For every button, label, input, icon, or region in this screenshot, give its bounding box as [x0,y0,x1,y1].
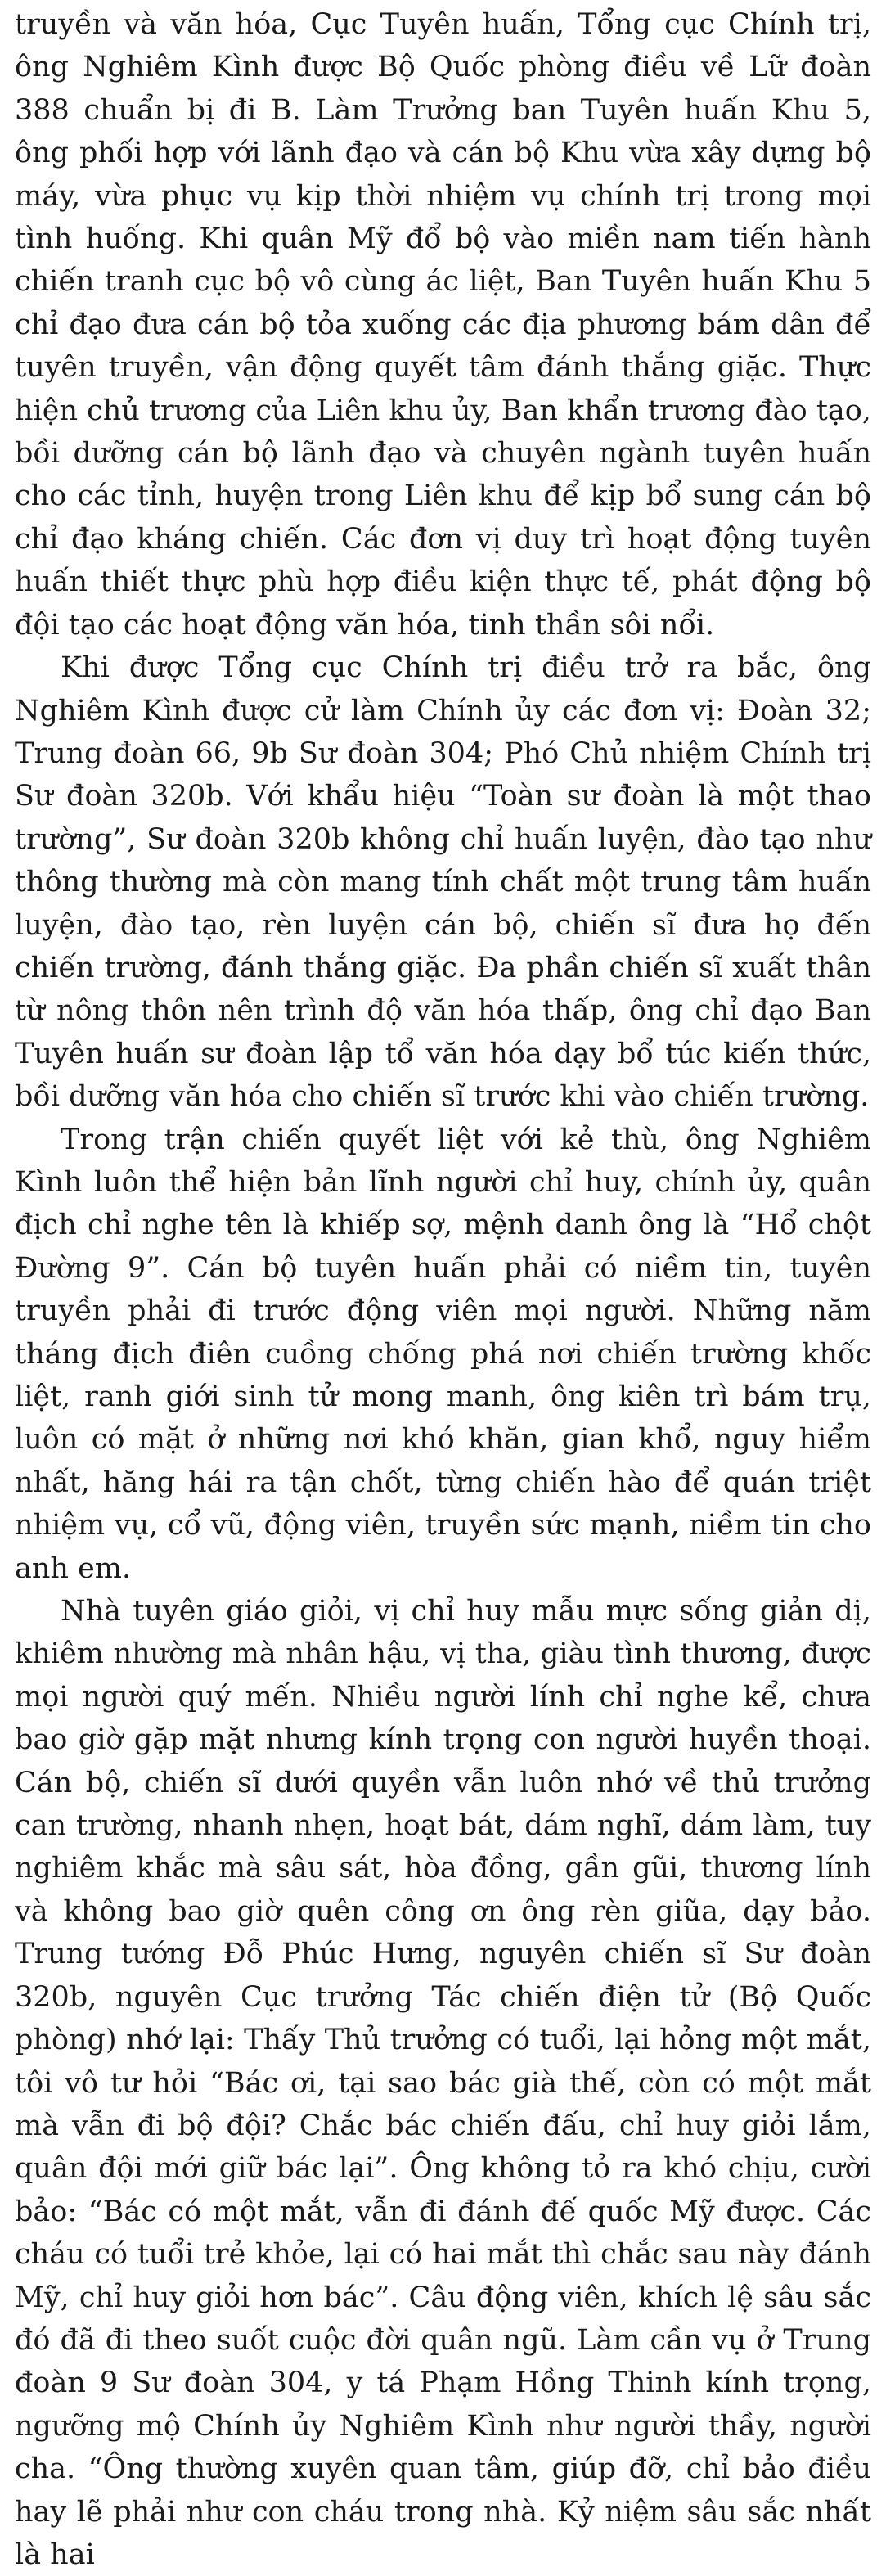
article-paragraph-4: Nhà tuyên giáo giỏi, vị chỉ huy mẫu mực sống giản dị, khiêm nhường mà nhân hậu, vị tha, giàu tình thương, được mọi người quý mến. Nhiều người lính chỉ nghe kể, chưa bao giờ gặp mặt nhưng kính trọng con người huyền thoại. Cán bộ, chiến sĩ dưới quyền vẫn luôn nhớ về thủ trưởng can trường, nhanh nhẹn, hoạt bát, dám nghĩ, dám làm, tuy nghiêm khắc mà sâu sát, hòa đồng, gần gũi, thương lính và không bao giờ quên công ơn ông rèn giũa, dạy bảo. Trung tướng Đỗ Phúc Hưng, nguyên chiến sĩ Sư đoàn 320b, nguyên Cục trưởng Tác chiến điện tử (Bộ Quốc phòng) nhớ lại: Thấy Thủ trưởng có tuổi, lại hỏng một mắt, tôi vô tư hỏi “Bác ơi, tại sao bác già thế, còn có một mắt mà vẫn đi bộ đội? Chắc bác chiến đấu, chỉ huy giỏi lắm, quân đội mới giữ bác lại”. Ông không tỏ ra khó chịu, cười bảo: “Bác có một mắt, vẫn đi đánh đế quốc Mỹ được. Các cháu có tuổi trẻ khỏe, lại có hai mắt thì chắc sau này đánh Mỹ, chỉ huy giỏi hơn bác”. Câu động viên, khích lệ sâu sắc đó đã đi theo suốt cuộc đời quân ngũ. Làm cần vụ ở Trung đoàn 9 Sư đoàn 304, y tá Phạm Hồng Thinh kính trọng, ngưỡng mộ Chính ủy Nghiêm Kình như người thầy, người cha. “Ông thường xuyên quan tâm, giúp đỡ, chỉ bảo điều hay lẽ phải như con cháu trong nhà. Kỷ niệm sâu sắc nhất là hai [15,1595,871,2571]
article-paragraph-1: truyền và văn hóa, Cục Tuyên huấn, Tổng cục Chính trị, ông Nghiêm Kình được Bộ Quốc phòng điều về Lữ đoàn 388 chuẩn bị đi B. Làm Trưởng ban Tuyên huấn Khu 5, ông phối hợp với lãnh đạo và cán bộ Khu vừa xây dựng bộ máy, vừa phục vụ kịp thời nhiệm vụ chính trị trong mọi tình huống. Khi quân Mỹ đổ bộ vào miền nam tiến hành chiến tranh cục bộ vô cùng ác liệt, Ban Tuyên huấn Khu 5 chỉ đạo đưa cán bộ tỏa xuống các địa phương bám dân để tuyên truyền, vận động quyết tâm đánh thắng giặc. Thực hiện chủ trương của Liên khu ủy, Ban khẩn trương đào tạo, bồi dưỡng cán bộ lãnh đạo và chuyên ngành tuyên huấn cho các tỉnh, huyện trong Liên khu để kịp bổ sung cán bộ chỉ đạo kháng chiến. Các đơn vị duy trì hoạt động tuyên huấn thiết thực phù hợp điều kiện thực tế, phát động bộ đội tạo các hoạt động văn hóa, tinh thần sôi nổi. [15,8,871,642]
article-paragraph-2: Khi được Tổng cục Chính trị điều trở ra bắc, ông Nghiêm Kình được cử làm Chính ủy các đơn vị: Đoàn 32; Trung đoàn 66, 9b Sư đoàn 304; Phó Chủ nhiệm Chính trị Sư đoàn 320b. Với khẩu hiệu “Toàn sư đoàn là một thao trường”, Sư đoàn 320b không chỉ huấn luyện, đào tạo như thông thường mà còn mang tính chất một trung tâm huấn luyện, đào tạo, rèn luyện cán bộ, chiến sĩ đưa họ đến chiến trường, đánh thắng giặc. Đa phần chiến sĩ xuất thân từ nông thôn nên trình độ văn hóa thấp, ông chỉ đạo Ban Tuyên huấn sư đoàn lập tổ văn hóa dạy bổ túc kiến thức, bồi dưỡng văn hóa cho chiến sĩ trước khi vào chiến trường. [15,651,871,1114]
article-paragraph-3: Trong trận chiến quyết liệt với kẻ thù, ông Nghiêm Kình luôn thể hiện bản lĩnh người chỉ huy, chính ủy, quân địch chỉ nghe tên là khiếp sợ, mệnh danh ông là “Hổ chột Đường 9”. Cán bộ tuyên huấn phải có niềm tin, tuyên truyền phải đi trước động viên mọi người. Những năm tháng địch điên cuồng chống phá nơi chiến trường khốc liệt, ranh giới sinh tử mong manh, ông kiên trì bám trụ, luôn có mặt ở những nơi khó khăn, gian khổ, nguy hiểm nhất, hăng hái ra tận chốt, từng chiến hào để quán triệt nhiệm vụ, cổ vũ, động viên, truyền sức mạnh, niềm tin cho anh em. [15,1123,871,1585]
